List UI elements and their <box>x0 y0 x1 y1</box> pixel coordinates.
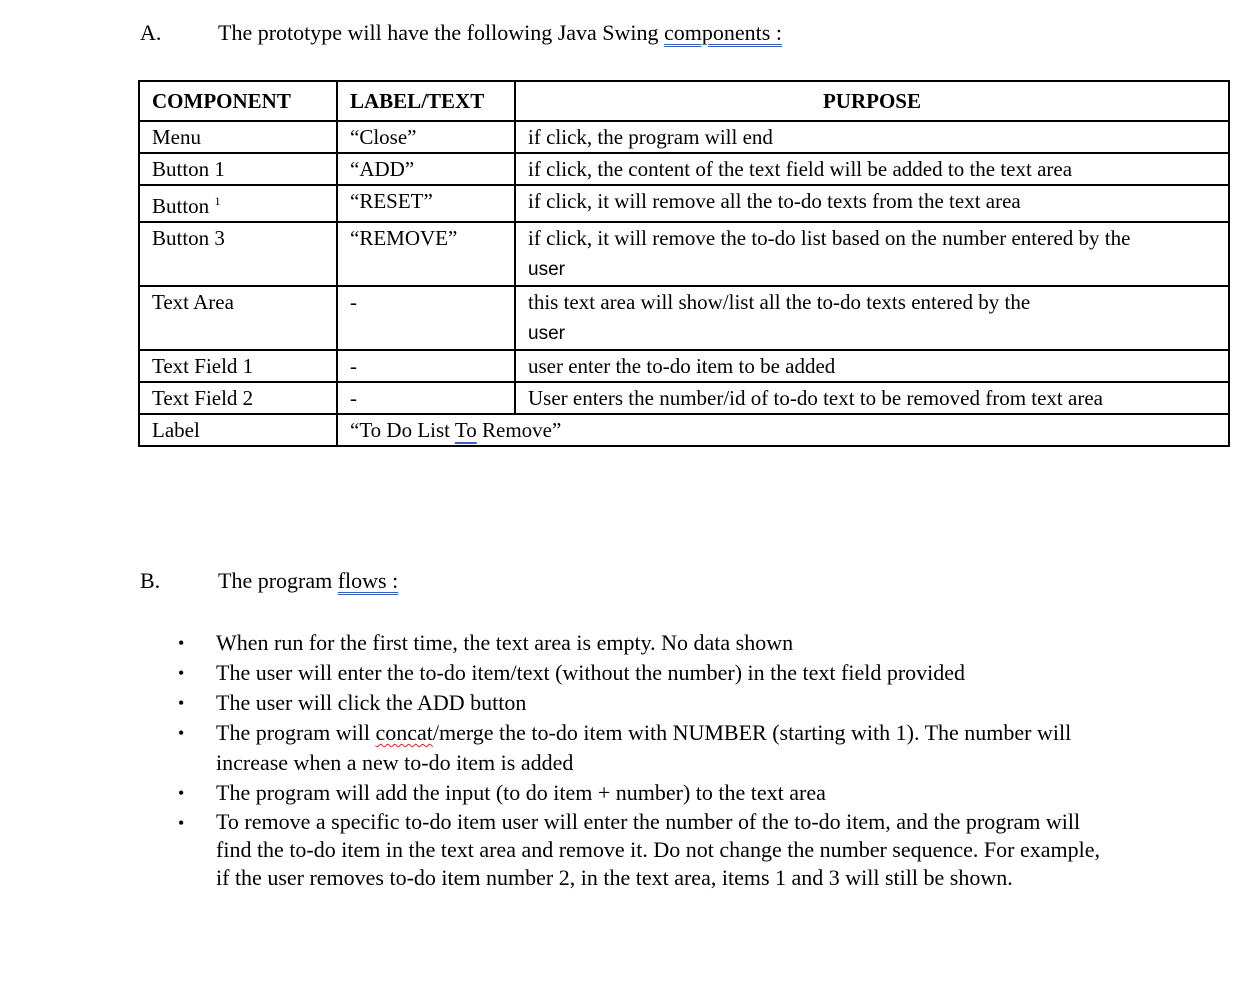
cell-component: Text Area <box>139 286 337 350</box>
cell-label-post: Remove” <box>476 418 562 442</box>
table-header-row <box>139 81 1229 121</box>
cell-label: - <box>337 286 515 350</box>
cell-component: Menu <box>139 121 337 153</box>
section-a-title <box>218 20 782 46</box>
cell-purpose <box>515 222 1229 286</box>
header-label-text: LABEL/TEXT <box>337 81 515 121</box>
cell-component: Button 1 <box>139 153 337 185</box>
table-row <box>139 222 1229 286</box>
table-row <box>139 350 1229 382</box>
cell-label: “ADD” <box>337 153 515 185</box>
cell-label: - <box>337 350 515 382</box>
list-item: • The user will enter the to-do item/text (without the number) in the text field provided <box>178 658 1118 688</box>
list-item-text: The program will <box>216 720 376 745</box>
section-a-title-text: The prototype will have the following Java Swing <box>218 20 665 45</box>
table-row <box>139 414 1229 446</box>
section-b-title-underlined: flows : <box>337 568 399 593</box>
section-b-title <box>218 568 398 594</box>
header-purpose: PURPOSE <box>515 81 1229 121</box>
cell-purpose: if click, the content of the text field will be added to the text area <box>515 153 1229 185</box>
list-item <box>178 718 1118 778</box>
list-item: • When run for the first time, the text area is empty. No data shown <box>178 628 1118 658</box>
cell-label-pre: “To Do List <box>350 418 455 442</box>
cell-component: Text Field 2 <box>139 382 337 414</box>
cell-component: Button 3 <box>139 222 337 286</box>
cell-purpose: if click, the program will end <box>515 121 1229 153</box>
cell-purpose: if click, it will remove all the to-do texts from the text area <box>515 185 1229 222</box>
section-b-title-text: The program <box>218 568 338 593</box>
cell-label: - <box>337 382 515 414</box>
cell-purpose-text: this text area will show/list all the to-do texts entered by the <box>528 290 1031 314</box>
cell-component-text: Button <box>152 194 210 218</box>
list-item <box>178 808 1118 892</box>
cell-component: Label <box>139 414 337 446</box>
cell-purpose-continuation: user <box>528 323 565 344</box>
table-row <box>139 185 1229 222</box>
cell-label: “RESET” <box>337 185 515 222</box>
cell-purpose-continuation: user <box>528 259 565 280</box>
list-item-text-cont: /merge the to-do item with NUMBER (starting with 1). The number will increase when a new to-do item is added <box>216 720 1072 775</box>
cell-purpose: User enters the number/id of to-do text to be removed from text area <box>515 382 1229 414</box>
table-row <box>139 153 1229 185</box>
list-item: • The user will click the ADD button <box>178 688 1118 718</box>
program-flow-list <box>178 628 1118 892</box>
components-table <box>138 80 1230 447</box>
section-b-letter: B. <box>140 568 161 593</box>
cell-component-superscript: 1 <box>214 194 221 208</box>
table-row <box>139 121 1229 153</box>
cell-label-merged <box>337 414 1229 446</box>
table-row <box>139 382 1229 414</box>
list-item: • The program will add the input (to do item + number) to the text area <box>178 778 1118 808</box>
section-a-title-underlined: components : <box>664 20 782 45</box>
list-item-text: • To remove a specific to-do item user will enter the number of the to-do item, and the program will find the to-do item in the text area and remove it. Do not change the number sequence. For example, if the user removes to-do item number 2, in the text area, items 1 and 3 will still be shown. <box>216 809 1100 890</box>
cell-label-underlined: To <box>454 418 477 442</box>
cell-purpose: user enter the to-do item to be added <box>515 350 1229 382</box>
table-row <box>139 286 1229 350</box>
cell-purpose <box>515 286 1229 350</box>
list-item-misspelled: concat <box>375 720 433 745</box>
cell-label: “Close” <box>337 121 515 153</box>
cell-component: Text Field 1 <box>139 350 337 382</box>
cell-component <box>139 185 337 222</box>
cell-label: “REMOVE” <box>337 222 515 286</box>
header-component: COMPONENT <box>139 81 337 121</box>
cell-purpose-text: if click, it will remove the to-do list based on the number entered by the <box>528 226 1131 250</box>
section-a-letter: A. <box>140 20 162 45</box>
